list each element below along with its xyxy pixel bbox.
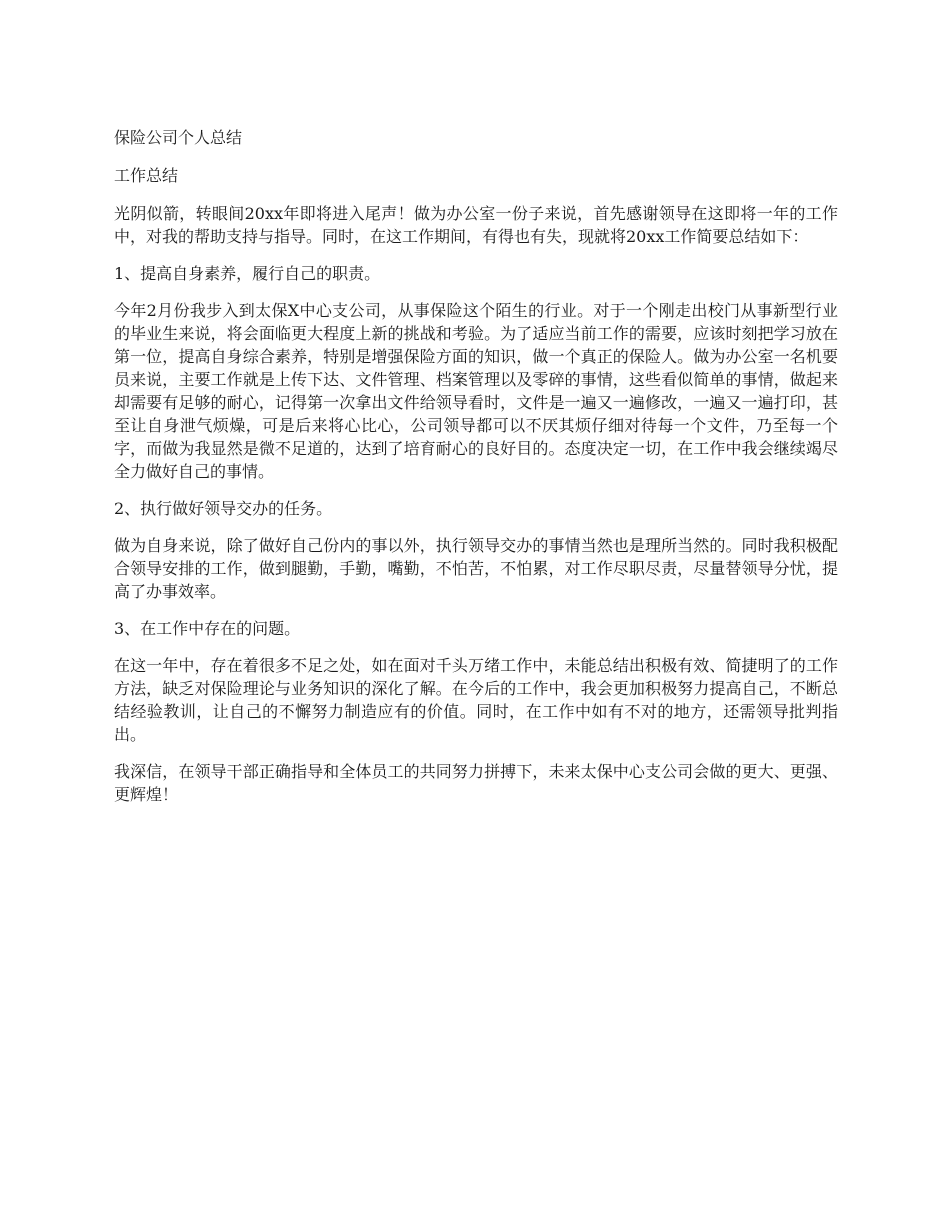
paragraph-closing: 我深信，在领导干部正确指导和全体员工的共同努力拼搏下，未来太保中心支公司会做的更大、更强、更辉煌！ — [114, 762, 838, 804]
section-heading-1: 1、提高自身素养，履行自己的职责。 — [114, 264, 381, 283]
document-body — [114, 126, 838, 820]
section-heading-3: 3、在工作中存在的问题。 — [114, 619, 301, 638]
paragraph-section-2: 做为自身来说，除了做好自己份内的事以外，执行领导交办的事情当然也是理所当然的。同时我积极配合领导安排的工作，做到腿勤，手勤，嘴勤，不怕苦，不怕累，对工作尽职尽责，尽量替领导分忧，提高了办事效率。 — [114, 536, 838, 601]
document-subtitle: 工作总结 — [114, 166, 179, 185]
paragraph-section-3: 在这一年中，存在着很多不足之处，如在面对千头万绪工作中，未能总结出积极有效、简捷明了的工作方法，缺乏对保险理论与业务知识的深化了解。在今后的工作中，我会更加积极努力提高自己，不断总结经验教训，让自己的不懈努力制造应有的价值。同时，在工作中如有不对的地方，还需领导批判指出。 — [114, 656, 838, 744]
paragraph-section-1: 今年2月份我步入到太保X中心支公司，从事保险这个陌生的行业。对于一个刚走出校门从事新型行业的毕业生来说，将会面临更大程度上新的挑战和考验。为了适应当前工作的需要，应该时刻把学习放在第一位，提高自身综合素养，特别是增强保险方面的知识，做一个真正的保险人。做为办公室一名机要员来说，主要工作就是上传下达、文件管理、档案管理以及零碎的事情，这些看似简单的事情，做起来却需要有足够的耐心，记得第一次拿出文件给领导看时，文件是一遍又一遍修改，一遍又一遍打印，甚至让自身泄气烦燥，可是后来将心比心，公司领导都可以不厌其烦仔细对待每一个文件，乃至每一个字，而做为我显然是微不足道的，达到了培育耐心的良好目的。态度决定一切，在工作中我会继续竭尽全力做好自己的事情。 — [114, 301, 838, 481]
paragraph-intro: 光阴似箭，转眼间20xx年即将进入尾声！做为办公室一份子来说，首先感谢领导在这即将一年的工作中，对我的帮助支持与指导。同时，在这工作期间，有得也有失，现就将20xx工作简要总结如下： — [114, 204, 838, 246]
section-heading-2: 2、执行做好领导交办的任务。 — [114, 499, 333, 518]
document-title: 保险公司个人总结 — [114, 128, 243, 147]
